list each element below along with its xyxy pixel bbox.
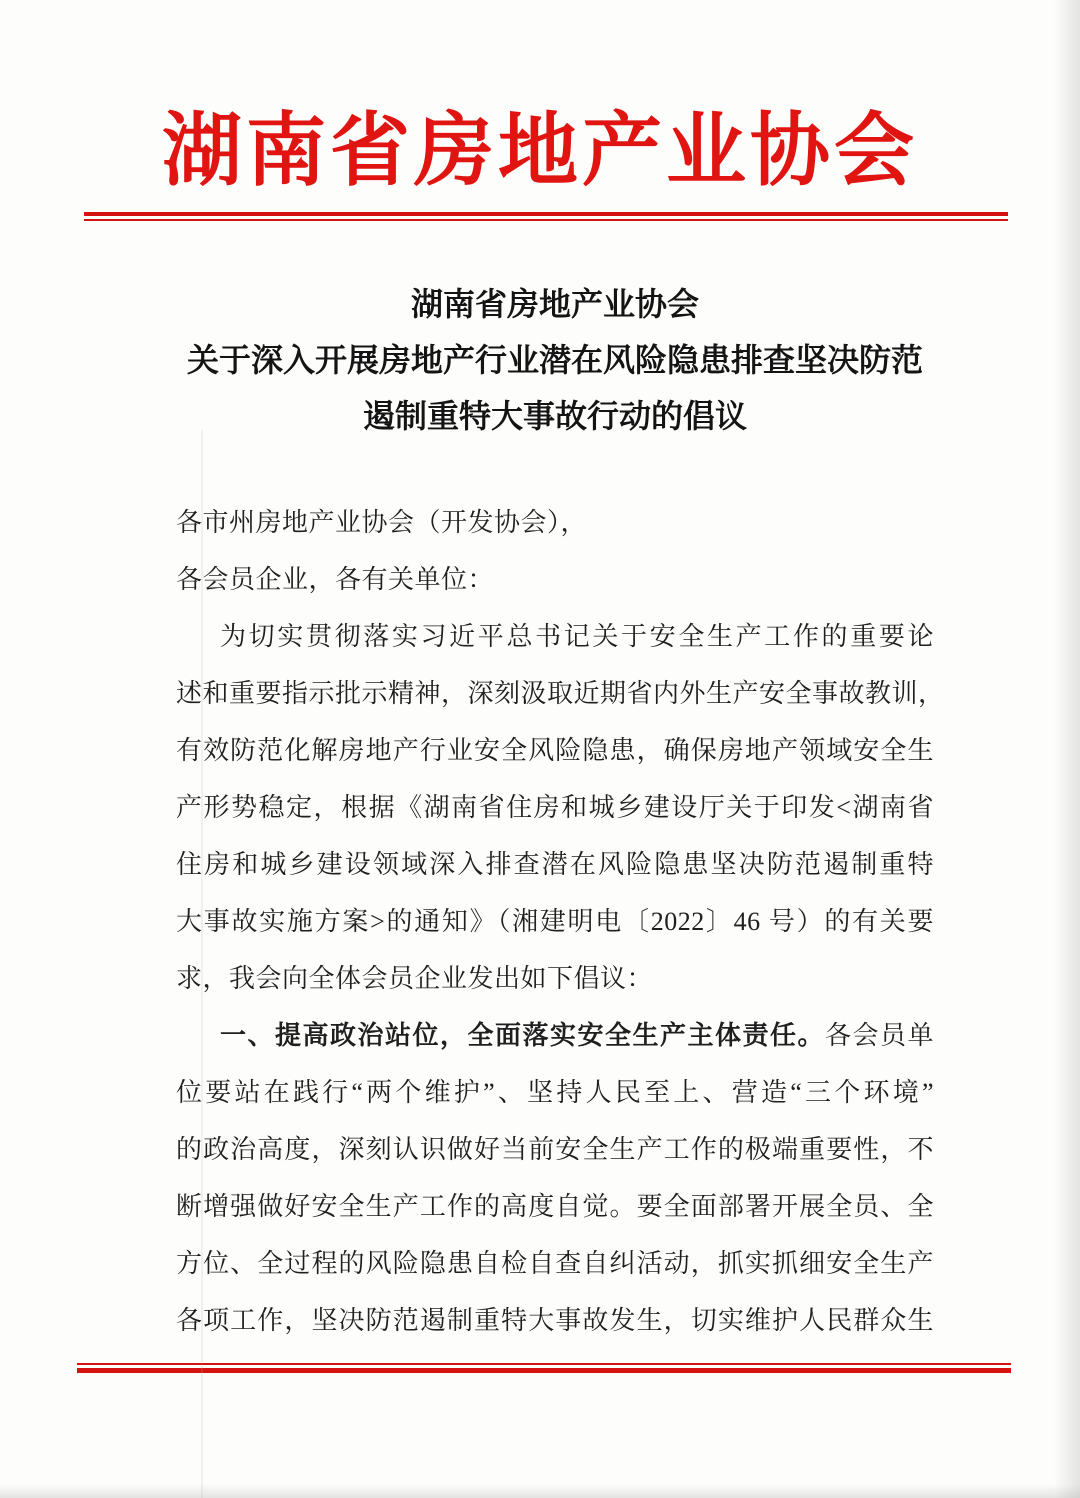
letterhead-title: 湖南省房地产业协会 bbox=[162, 108, 918, 196]
letterhead-rule-thick bbox=[84, 212, 1008, 216]
body-line: 位要站在践行“两个维护”、坚持人民至上、营造“三个环境” bbox=[176, 1078, 934, 1107]
letterhead-rule-thin bbox=[84, 219, 1008, 221]
salutation-line: 各会员企业，各有关单位： bbox=[176, 565, 495, 594]
document-title-line-2: 关于深入开展房地产行业潜在风险隐患排查坚决防范 bbox=[186, 342, 923, 378]
salutation-line: 各市州房地产业协会（开发协会）， bbox=[176, 508, 588, 537]
document-body bbox=[176, 494, 945, 1349]
footer-rule-thin bbox=[77, 1363, 1011, 1365]
body-line: 断增强做好安全生产工作的高度自觉。要全面部署开展全员、全 bbox=[176, 1192, 934, 1221]
section-heading-bold: 一、提高政治站位，全面落实安全生产主体责任。 bbox=[220, 1020, 825, 1050]
body-line: 有效防范化解房地产行业安全风险隐患，确保房地产领域安全生 bbox=[176, 736, 934, 765]
scan-edge-shadow-right bbox=[1054, 0, 1080, 1498]
body-line-text: 各会员单 bbox=[824, 1021, 934, 1050]
body-line-with-bold-lead bbox=[176, 1007, 934, 1064]
body-line: 方位、全过程的风险隐患自检自查自纠活动，抓实抓细安全生产 bbox=[176, 1249, 934, 1278]
body-line: 住房和城乡建设领域深入排查潜在风险隐患坚决防范遏制重特 bbox=[176, 850, 934, 879]
document-title bbox=[161, 276, 949, 444]
body-line: 产形势稳定，根据《湖南省住房和城乡建设厅关于印发<湖南省 bbox=[176, 793, 934, 822]
scan-edge-shadow-bottom bbox=[0, 1484, 1080, 1498]
body-line: 各项工作，坚决防范遏制重特大事故发生，切实维护人民群众生 bbox=[176, 1306, 934, 1335]
body-line: 述和重要指示批示精神，深刻汲取近期省内外生产安全事故教训， bbox=[176, 679, 945, 708]
body-line: 大事故实施方案>的通知》（湘建明电〔2022〕46 号）的有关要 bbox=[176, 907, 934, 936]
document-title-line-3: 遏制重特大事故行动的倡议 bbox=[362, 398, 747, 434]
body-line: 为切实贯彻落实习近平总书记关于安全生产工作的重要论 bbox=[220, 622, 934, 651]
body-line: 求，我会向全体会员企业发出如下倡议： bbox=[176, 964, 654, 993]
footer-rule-thick bbox=[77, 1368, 1011, 1373]
body-line: 的政治高度，深刻认识做好当前安全生产工作的极端重要性，不 bbox=[176, 1135, 934, 1164]
document-title-line-1: 湖南省房地产业协会 bbox=[410, 286, 699, 322]
